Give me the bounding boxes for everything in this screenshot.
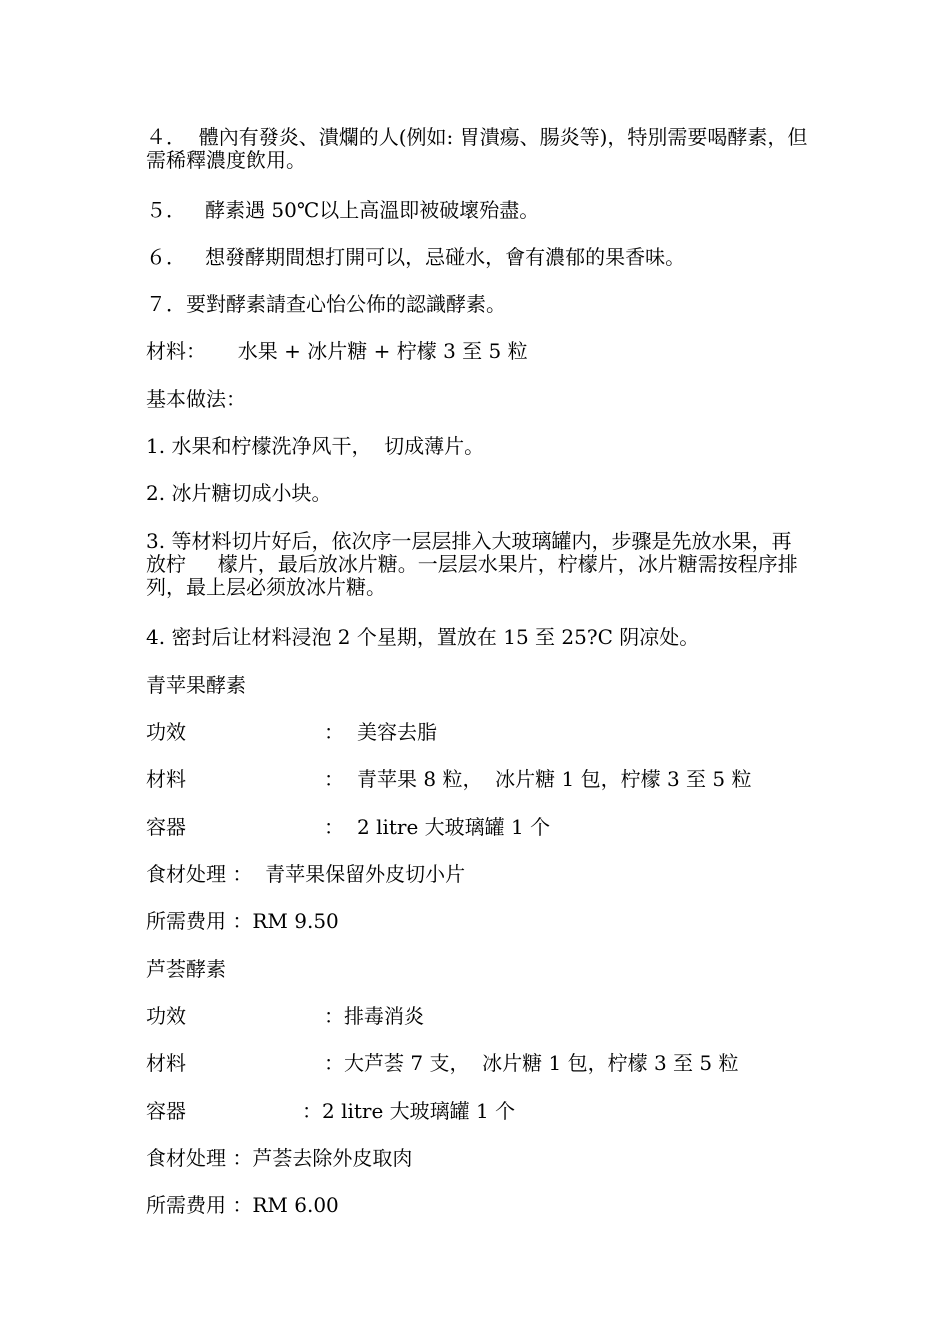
method-step-2: 2. 冰片糖切成小块。 bbox=[146, 481, 332, 505]
recipe-1-container-sep: ： bbox=[324, 815, 344, 839]
recipe-2-materials-row bbox=[146, 1052, 806, 1075]
recipe-1-cost: 所需费用 ：RM 9.50 bbox=[146, 909, 339, 933]
recipe-1-container-label: 容器 bbox=[146, 815, 186, 839]
note-item-6: ６． 想發酵期間想打開可以，忌碰水，會有濃郁的果香味。 bbox=[146, 245, 686, 269]
recipe-1-materials-row bbox=[146, 768, 806, 791]
recipe-1-materials-value: 青苹果 8 粒， 冰片糖 1 包，柠檬 3 至 5 粒 bbox=[357, 767, 752, 791]
recipe-1-processing: 食材处理 ： 青苹果保留外皮切小片 bbox=[146, 862, 466, 886]
recipe-2-efficacy-label: 功效 bbox=[146, 1004, 186, 1028]
recipe-1-materials-label: 材料 bbox=[146, 767, 186, 791]
recipe-2-materials-label: 材料 bbox=[146, 1051, 186, 1075]
recipe-1-container-value: 2 litre 大玻璃罐 1 个 bbox=[357, 815, 551, 839]
recipe-2-materials-value: ：大芦荟 7 支， 冰片糖 1 包，柠檬 3 至 5 粒 bbox=[324, 1051, 739, 1075]
recipe-1-efficacy-value: 美容去脂 bbox=[357, 720, 437, 744]
recipe-2-efficacy-row bbox=[146, 1005, 806, 1028]
method-step-1: 1. 水果和柠檬洗净风干， 切成薄片。 bbox=[146, 434, 485, 458]
note-item-7: ７．要對酵素請查心怡公佈的認識酵素。 bbox=[146, 292, 506, 316]
recipe-1-efficacy-sep: ： bbox=[324, 720, 344, 744]
recipe-1-materials-sep: ： bbox=[324, 767, 344, 791]
recipe-2-container-value: ：2 litre 大玻璃罐 1 个 bbox=[302, 1099, 516, 1123]
note-item-4: ４． 體內有發炎、潰爛的人(例如: 胃潰瘍、腸炎等)，特別需要喝酵素，但需稀釋濃度飲用。 bbox=[146, 125, 808, 172]
recipe-1-container-row bbox=[146, 816, 806, 839]
recipe-1-efficacy-label: 功效 bbox=[146, 720, 186, 744]
recipe-2-processing: 食材处理 ：芦荟去除外皮取肉 bbox=[146, 1146, 413, 1170]
recipe-1-efficacy-row bbox=[146, 721, 806, 744]
method-step-4: 4. 密封后让材料浸泡 2 个星期，置放在 15 至 25?C 阴凉处。 bbox=[146, 625, 700, 649]
materials-line: 材料： 水果 + 冰片糖 + 柠檬 3 至 5 粒 bbox=[146, 339, 528, 363]
recipe-2-title: 芦荟酵素 bbox=[146, 957, 226, 981]
note-item-5: ５． 酵素遇 50℃以上高溫即被破壞殆盡。 bbox=[146, 198, 540, 222]
method-step-3: 3. 等材料切片好后，依次序一层层排入大玻璃罐内，步骤是先放水果，再放柠 檬片，最后放冰片糖。一层层水果片，柠檬片，冰片糖需按程序排列，最上层必须放冰片糖。 bbox=[146, 529, 798, 599]
recipe-2-container-label: 容器 bbox=[146, 1099, 186, 1123]
recipe-2-efficacy-value: ：排毒消炎 bbox=[324, 1004, 424, 1028]
recipe-2-container-row bbox=[146, 1100, 806, 1123]
recipe-2-cost: 所需费用 ：RM 6.00 bbox=[146, 1193, 339, 1217]
recipe-1-title: 青苹果酵素 bbox=[146, 673, 246, 697]
method-heading: 基本做法： bbox=[146, 387, 246, 411]
